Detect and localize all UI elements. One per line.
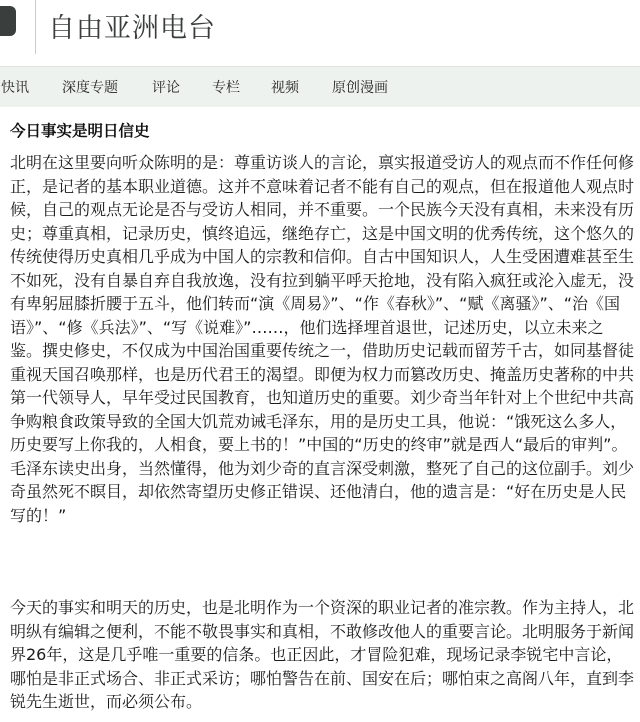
nav-item-pinglun[interactable]: 评论 <box>152 80 180 96</box>
article-subheading: 今日事实是明日信史 <box>10 122 150 140</box>
nav-item-shendu-zhuanti[interactable]: 深度专题 <box>62 80 118 96</box>
article-paragraph: 今天的事实和明天的历史，也是北明作为一个资深的职业记者的准宗教。作为主持人，北明纵有编辑之便利，不能不敬畏事实和真相，不敢修改他人的重要言论。北明服务于新闻界26年，这是几乎唯一重要的信条。也正因此，才冒险犯难，现场记录李锐宅中言论，哪怕是非正式场合、非正式采访；哪怕警告在前、国安在后；哪怕束之高阁八年，直到李锐先生逝世，而必须公布。 <box>10 598 635 711</box>
article-paragraph: 北明在这里要向听众陈明的是：尊重访谈人的言论，禀实报道受访人的观点而不作任何修正，是记者的基本职业道德。这并不意味着记者不能有自己的观点，但在报道他人观点时候，自己的观点无论是否与受访人相同，并不重要。一个民族今天没有真相，未来没有历史；尊重真相，记录历史，慎终追远，继绝存亡，这是中国文明的优秀传统，这个悠久的传统使得历史真相几乎成为中国人的宗教和信仰。自古中国知识人，人生受困遭难甚至生不如死，没有自暴自弃自我放逸，没有拉到躺平呼天抢地，没有陷入疯狂或沦入虚无，没有卑躬屈膝折腰于五斗，他们转而“演《周易》”、“作《春秋》”、“赋《离骚》”、“治《国语》”、“修《兵法》”、“写《说难》”……，他们选择埋首退世，记述历史，以立未来之鉴。撰史修史，不仅成为中国治国重要传统之一，借助历史记载而留芳千古，如同基督徒重视天国召唤那样，也是历代君王的渴望。即便为权力而篡改历史、掩盖历史著称的中共第一代领导人，早年受过民国教育，也知道历史的重要。刘少奇当年针对上个世纪中共高争购粮食政策导致的全国大饥荒劝诫毛泽东，用的是历史工具，他说：“饿死这么多人，历史要写上你我的，人相食，要上书的！”中国的“历史的终审”就是西人“最后的审判”。毛泽东读史出身，当然懂得，他为刘少奇的直言深受刺激，整死了自己的这位副手。刘少奇虽然死不瞑目，却依然寄望历史修正错误、还他清白，他的遗言是：“好在历史是人民写的！” <box>10 153 635 525</box>
rfa-logo-icon[interactable] <box>0 6 16 36</box>
nav-item-shipin[interactable]: 视频 <box>271 80 299 96</box>
nav-item-kuaixun[interactable]: 快讯 <box>1 80 29 96</box>
site-header <box>0 0 640 54</box>
main-nav <box>0 66 640 107</box>
nav-item-zhuanlan[interactable]: 专栏 <box>212 80 240 96</box>
header-divider <box>35 0 36 54</box>
nav-item-yuanchuang-manhua[interactable]: 原创漫画 <box>332 80 388 96</box>
site-title[interactable]: 自由亚洲电台 <box>48 13 216 44</box>
